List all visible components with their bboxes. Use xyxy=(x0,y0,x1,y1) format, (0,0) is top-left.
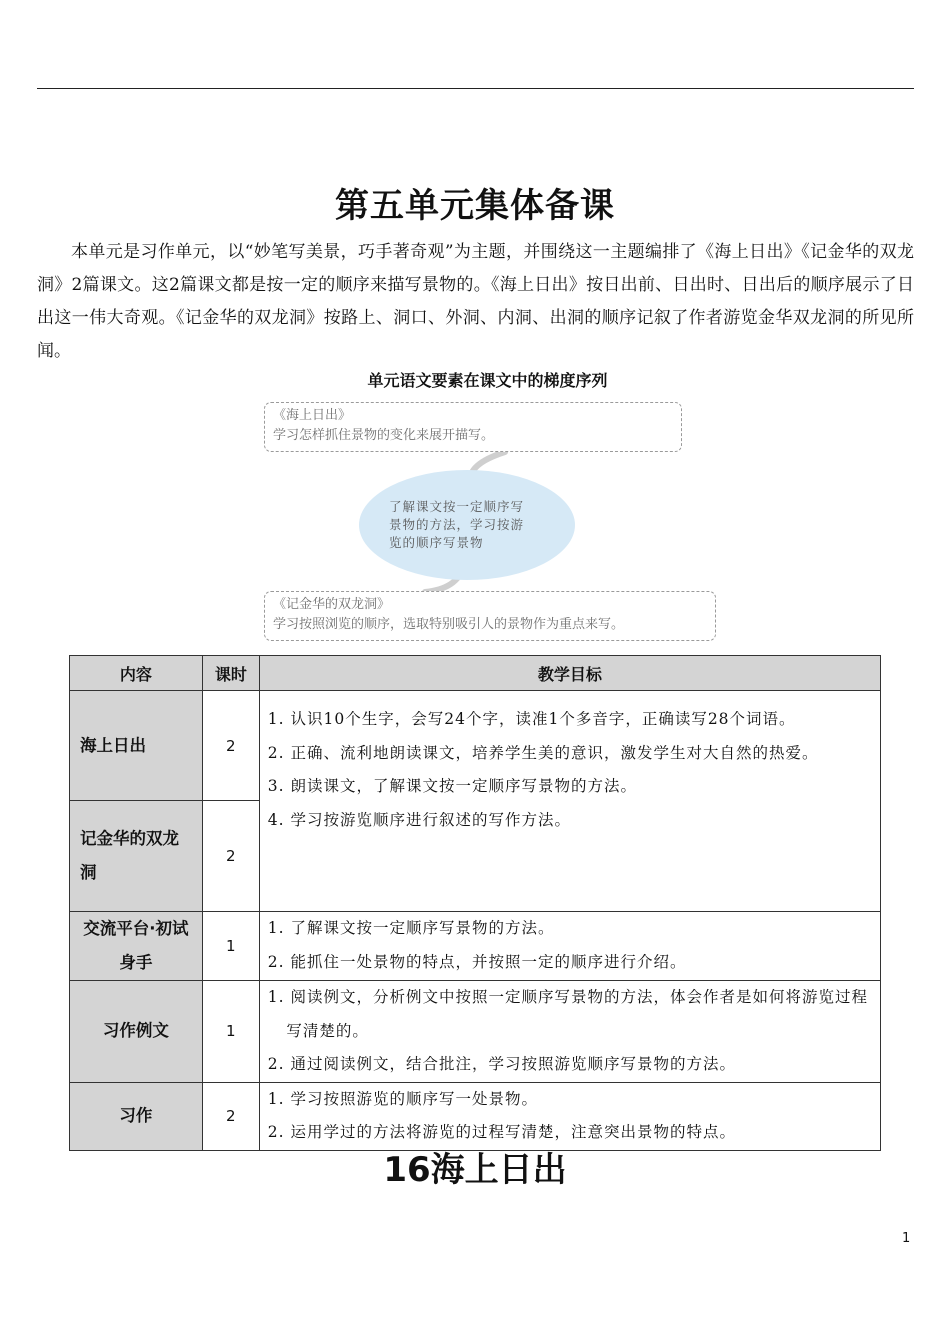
table-row xyxy=(70,912,881,981)
row-content: 交流平台·初试身手 xyxy=(70,912,203,981)
node-title: 《记金华的双龙洞》 xyxy=(273,597,391,612)
row-hours: 2 xyxy=(202,1082,259,1150)
page-number: 1 xyxy=(902,1231,911,1246)
header-content: 内容 xyxy=(70,656,203,691)
row-hours: 2 xyxy=(202,801,259,912)
table-row xyxy=(70,981,881,1083)
row-content: 海上日出 xyxy=(70,691,203,801)
row-goals xyxy=(259,1082,880,1150)
center-line-2: 景物的方法，学习按游 xyxy=(389,517,525,532)
intro-paragraph: 本单元是习作单元，以“妙笔写美景，巧手著奇观”为主题，并围绕这一主题编排了《海上日出》《记金华的双龙洞》2篇课文。这2篇课文都是按一定的顺序来描写景物的。《海上日出》按日出前、日出时、日出后的顺序展示了日出这一伟大奇观。《记金华的双龙洞》按路上、洞口、外洞、内洞、出洞的顺序记叙了作者游览金华双龙洞的所见所闻。 xyxy=(37,242,914,361)
goal-item: 1. 学习按照游览的顺序写一处景物。 xyxy=(267,1089,539,1108)
goal-item: 1. 阅读例文，分析例文中按照一定顺序写景物的方法，体会作者是如何将游览过程写清楚的。 xyxy=(267,988,869,1040)
table-header-row xyxy=(70,656,881,691)
header-rule xyxy=(37,88,914,89)
diagram-heading: 单元语文要素在课文中的梯度序列 xyxy=(367,371,608,390)
row-goals xyxy=(259,691,880,912)
teaching-plan-table xyxy=(69,655,881,1151)
diagram-node-haishangrichu xyxy=(264,402,682,452)
header-goals: 教学目标 xyxy=(259,656,880,691)
lesson-title: 16海上日出 xyxy=(383,1150,567,1190)
goal-item: 1. 了解课文按一定顺序写景物的方法。 xyxy=(267,919,555,937)
row-hours: 1 xyxy=(202,912,259,981)
table-row xyxy=(70,1082,881,1150)
goal-item: 4. 学习按游览顺序进行叙述的写作方法。 xyxy=(267,810,572,829)
node-text: 学习怎样抓住景物的变化来展开描写。 xyxy=(273,428,495,443)
goal-item: 2. 通过阅读例文，结合批注，学习按照游览顺序写景物的方法。 xyxy=(267,1055,737,1073)
row-goals xyxy=(259,912,880,981)
row-hours: 2 xyxy=(202,691,259,801)
center-line-1: 了解课文按一定顺序写 xyxy=(389,499,525,514)
node-title: 《海上日出》 xyxy=(273,408,352,423)
goal-item: 3. 朗读课文，了解课文按一定顺序写景物的方法。 xyxy=(267,777,638,795)
header-hours: 课时 xyxy=(202,656,259,691)
goal-item: 2. 正确、流利地朗读课文，培养学生美的意识，激发学生对大自然的热爱。 xyxy=(267,743,819,762)
node-text: 学习按照浏览的顺序，选取特别吸引人的景物作为重点来写。 xyxy=(273,617,625,632)
row-content: 习作 xyxy=(70,1082,203,1150)
center-line-3: 览的顺序写景物 xyxy=(389,535,484,550)
page-title: 第五单元集体备课 xyxy=(335,186,615,226)
row-content: 习作例文 xyxy=(70,981,203,1083)
diagram-node-shuanglongdong xyxy=(264,591,716,641)
goal-item: 2. 运用学过的方法将游览的过程写清楚，注意突出景物的特点。 xyxy=(267,1123,737,1141)
table-row xyxy=(70,691,881,801)
row-content: 记金华的双龙洞 xyxy=(70,801,203,912)
goal-item: 2. 能抓住一处景物的特点，并按照一定的顺序进行介绍。 xyxy=(267,952,687,971)
goal-item: 1. 认识10个生字，会写24个字，读准1个多音字，正确读写28个词语。 xyxy=(267,710,796,728)
diagram-center-bubble xyxy=(359,470,575,580)
row-hours: 1 xyxy=(202,981,259,1083)
row-goals xyxy=(259,981,880,1083)
